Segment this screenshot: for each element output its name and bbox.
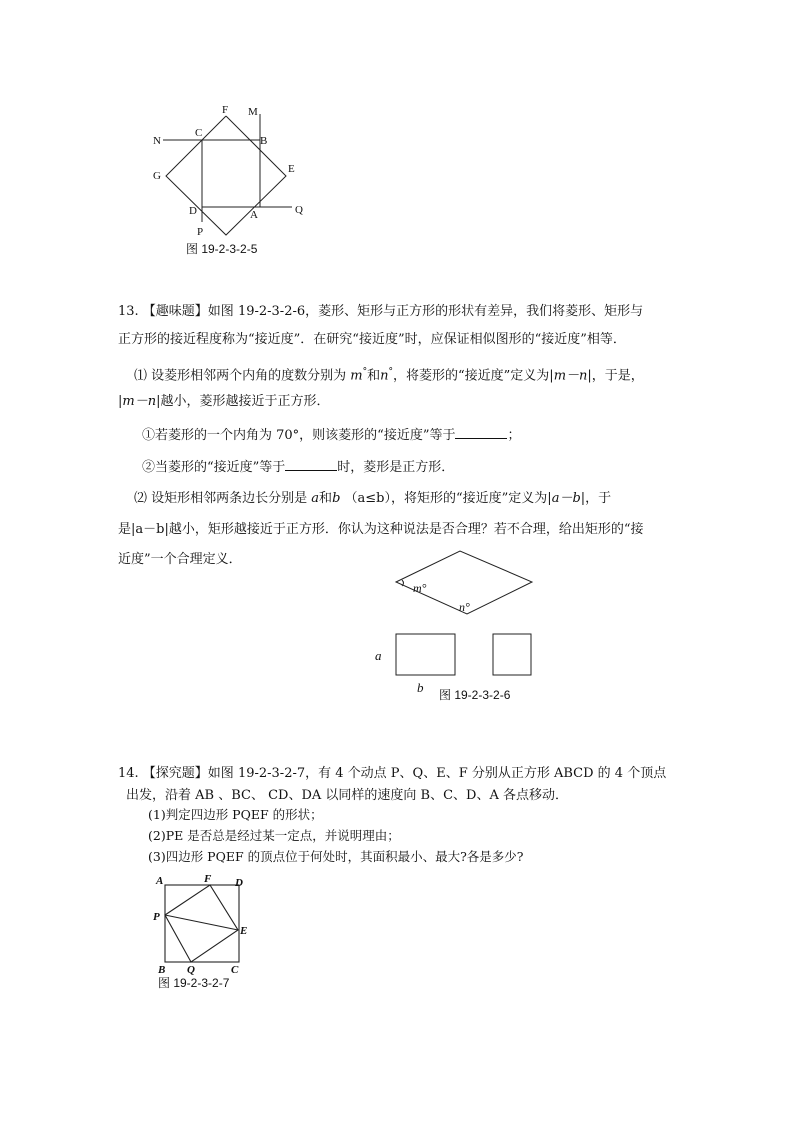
figure-caption: 图 19-2-3-2-7 (158, 976, 230, 990)
q13-item2 (142, 456, 454, 478)
q13-part1-line2 (118, 392, 329, 412)
q14-line2: 出发，沿着 AB 、BC、 CD、DA 以同样的速度向 B、C、D、A 各点移动． (126, 788, 568, 803)
q13-var-n: n (380, 368, 389, 384)
quadrilateral-PQEF (165, 885, 238, 962)
q13-var-b: b (332, 491, 341, 506)
q13-and: 和 (367, 368, 381, 384)
label-E: E (288, 163, 295, 175)
side-label-a: a (375, 648, 382, 663)
figure-caption: 图 19-2-3-2-6 (439, 688, 511, 702)
vertex-D: D (235, 877, 243, 889)
label-M: M (248, 106, 258, 118)
angle-label-m: m° (413, 581, 427, 595)
angle-arc-m (402, 580, 404, 586)
answer-blank-1 (455, 424, 507, 439)
figure-19-2-3-2-6 (365, 545, 575, 710)
vertex-B: B (158, 964, 166, 976)
q13-degree-1: ° (362, 367, 368, 377)
vertex-F: F (204, 873, 212, 885)
vertex-A: A (156, 875, 164, 887)
figure-19-2-3-2-7 (148, 868, 258, 992)
q13-part1-line1 (134, 362, 644, 386)
square-pqef-diagram (148, 868, 258, 992)
q13-part1-text-b: ，将菱形的“接近度”定义为| (393, 368, 554, 384)
square-ABCD (165, 885, 239, 962)
label-N: N (153, 135, 161, 147)
q13-item1-text: ①若菱形的一个内角为 70°，则该菱形的“接近度”等于 (142, 428, 456, 443)
label-P: P (197, 226, 204, 238)
q14-sub1: (1)判定四边形 PQEF 的形状； (148, 807, 323, 822)
q13-item2-end: 时，菱形是正方形． (337, 460, 455, 475)
label-C: C (195, 127, 203, 139)
q13-var-a: a (311, 491, 320, 506)
segment-PE (165, 915, 238, 930)
label-A: A (250, 209, 258, 221)
q13-part2-text-a: ⑵ 设矩形相邻两条边长分别是 (134, 491, 308, 506)
q13-var-m: m (350, 368, 363, 384)
square-shape (493, 634, 531, 675)
q13-part2-text-b: ，将矩形的“接近度”定义为| (391, 491, 552, 506)
vertex-Q: Q (187, 964, 195, 976)
vertex-E: E (240, 925, 248, 937)
q13-part2-line3: 近度”一个合理定义． (118, 552, 242, 567)
side-label-b: b (417, 680, 424, 695)
figure-19-2-3-2-5 (140, 96, 320, 262)
q13-and-2: 和 (319, 491, 333, 506)
label-D: D (189, 205, 197, 217)
answer-blank-2 (285, 456, 337, 471)
q13-item1 (142, 424, 520, 446)
vertex-C: C (231, 964, 239, 976)
rectangle-shape (396, 634, 455, 675)
rhombus-rectangle-square-diagram (365, 545, 575, 710)
q13-part1-text-a: ⑴ 设菱形相邻两个内角的度数分别为 (134, 368, 347, 384)
label-F: F (222, 104, 229, 116)
q13-item1-end: ； (507, 428, 521, 443)
q14-sub2: (2)PE 是否总是经过某一定点，并说明理由； (148, 828, 400, 843)
q13-line2: 正方形的接近程度称为“接近度”．在研究“接近度”时，应保证相似图形的“接近度”相等． (118, 332, 626, 347)
geometry-diagram-square-rhombus (140, 96, 320, 262)
q13-part2-line2: 是|a－b|越小，矩形越接近于正方形．你认为这种说法是否合理？若不合理，给出矩形的“接 (118, 522, 644, 537)
q13-item2-text: ②当菱形的“接近度”等于 (142, 460, 286, 475)
label-G: G (153, 170, 161, 182)
label-Q: Q (295, 204, 303, 216)
q14-line1: 14. 【探究题】如图 19-2-3-2-7，有 4 个动点 P、Q、E、F 分别从正方形 ABCD 的 4 个顶点 (118, 766, 667, 781)
q14-sub3: (3)四边形 PQEF 的顶点位于何处时，其面积最小、最大?各是多少? (148, 849, 524, 864)
figure-caption: 图 19-2-3-2-5 (186, 242, 258, 256)
q13-part1-text-c: |，于是， (587, 368, 644, 384)
abs-bar: | (118, 394, 123, 409)
q13-expr-m-n: m－n (553, 368, 588, 384)
q13-condition: （a≤b） (344, 491, 391, 506)
angle-label-n: n° (459, 600, 470, 614)
q13-part2-text-c: |，于 (580, 491, 612, 506)
q13-expr-m-n-2: m－n (122, 394, 157, 409)
q13-line1: 13. 【趣味题】如图 19-2-3-2-6，菱形、矩形与正方形的形状有差异，我们将菱形、矩形与 (118, 304, 644, 319)
q13-part2-line1 (134, 489, 611, 509)
q13-part1-line2-text: |越小，菱形越接近于正方形． (156, 394, 330, 409)
q13-degree-2: ° (388, 367, 393, 377)
vertex-P: P (153, 911, 160, 923)
label-B: B (260, 135, 268, 147)
q13-expr-a-b: a－b (551, 491, 581, 506)
